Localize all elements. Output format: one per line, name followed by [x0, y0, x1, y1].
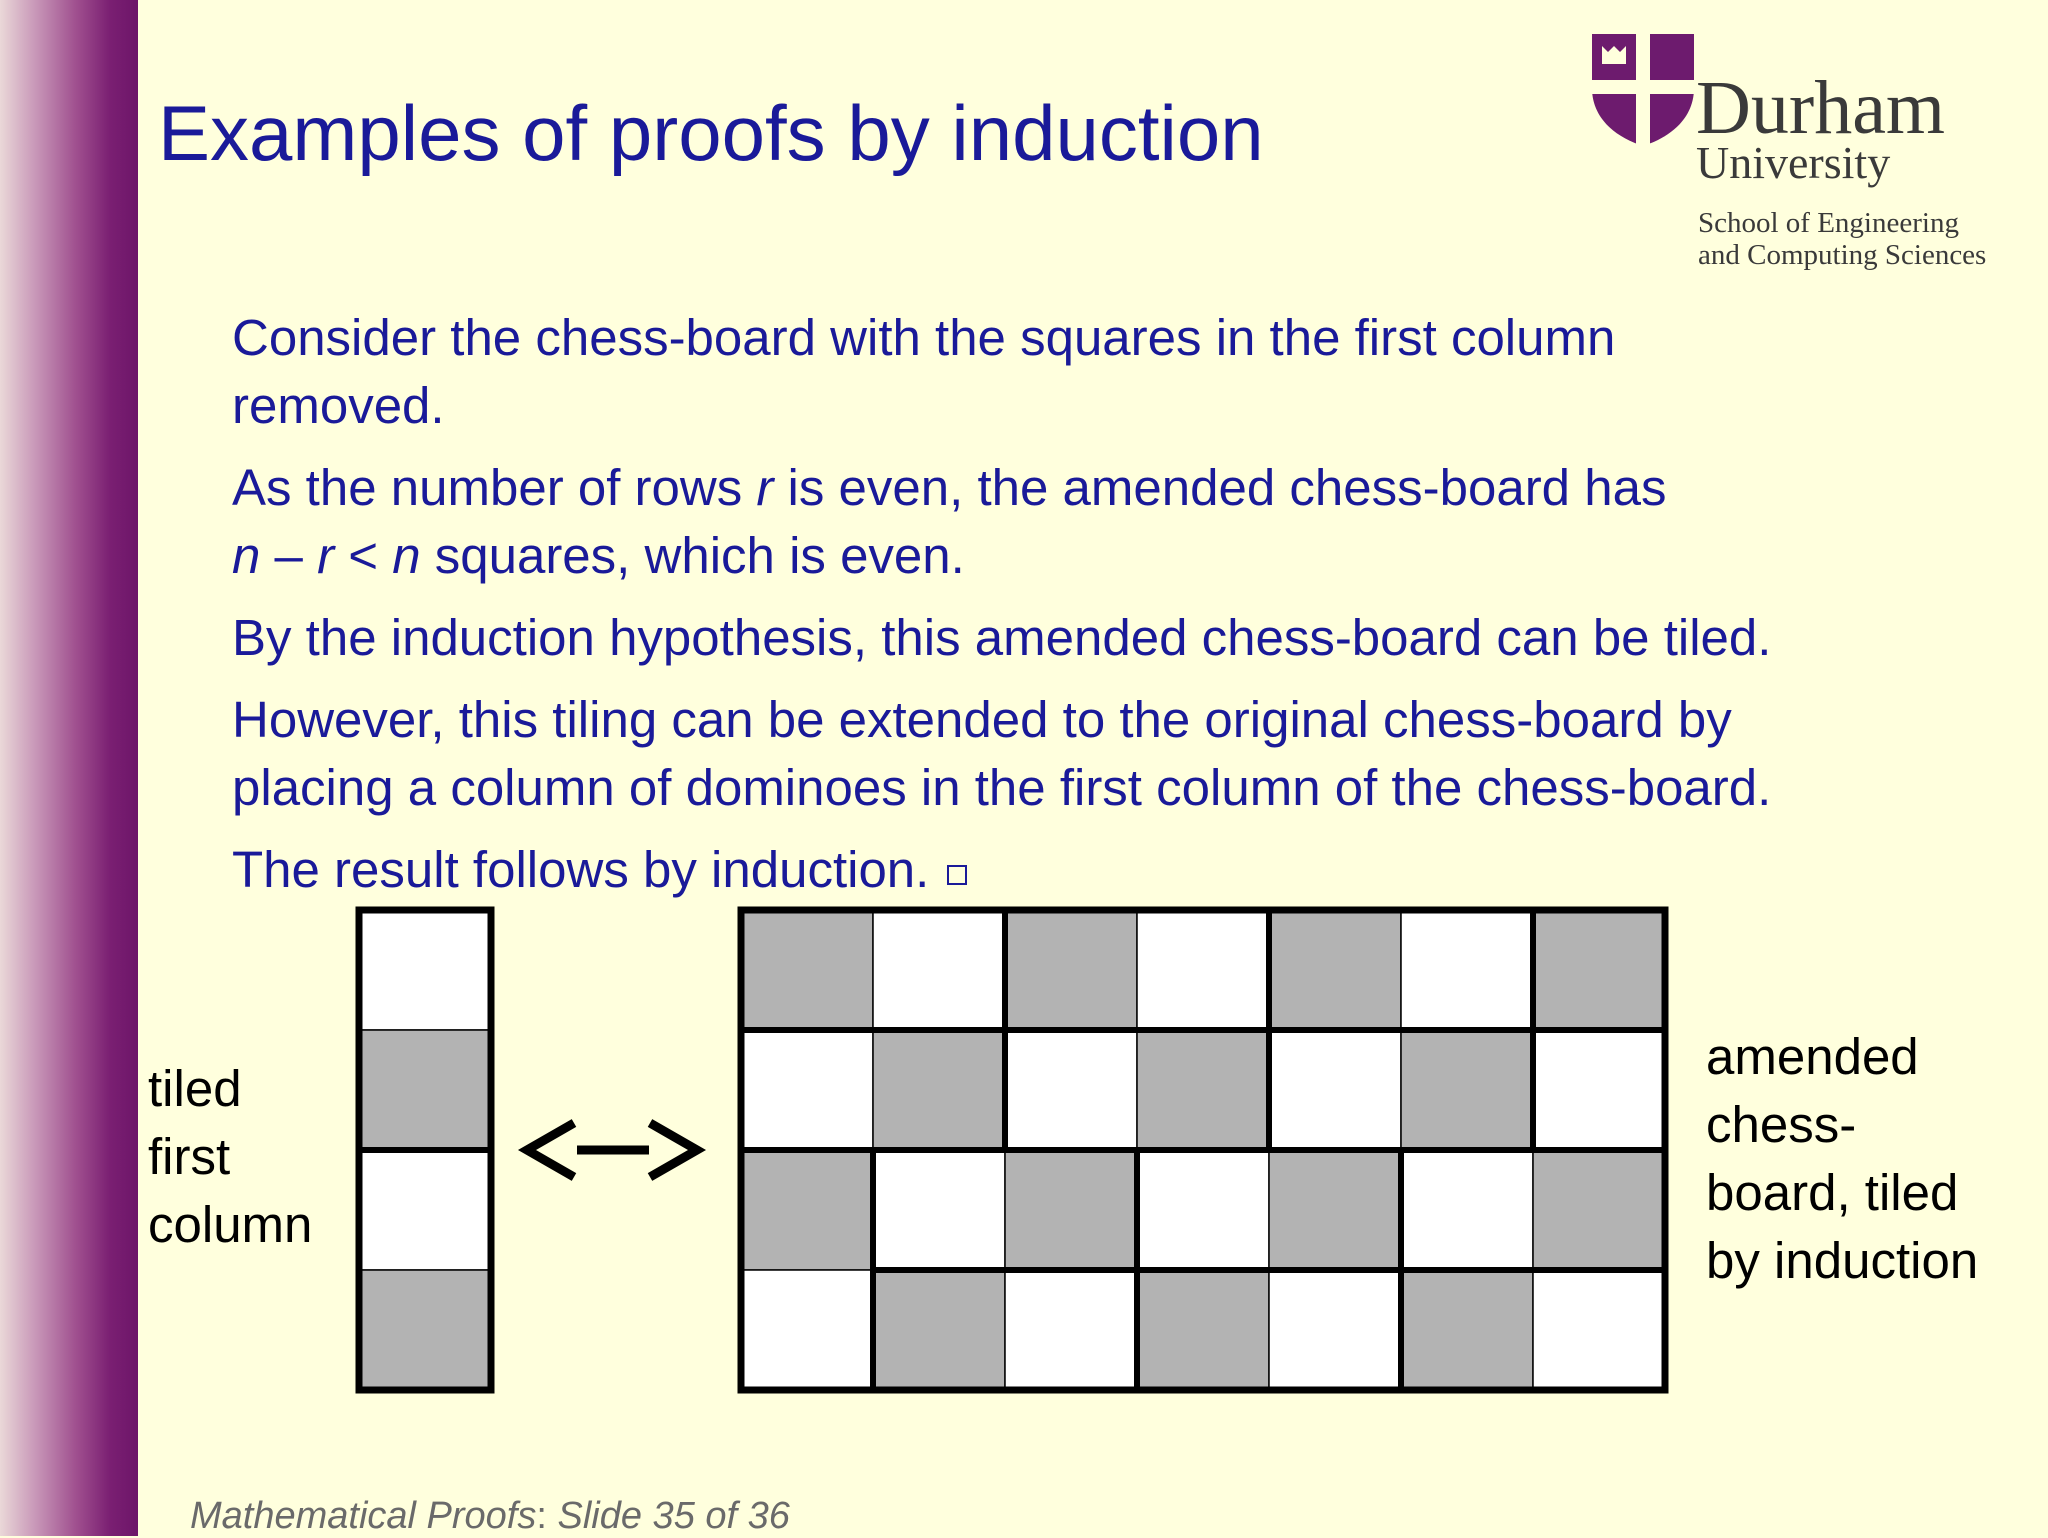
tiled-first-column: [359, 910, 491, 1390]
board-square: [1533, 1150, 1665, 1270]
school-line-2: and Computing Sciences: [1698, 239, 1987, 271]
school-line-1: School of Engineering: [1698, 207, 1959, 239]
slide-title: Examples of proofs by induction: [158, 89, 1264, 177]
board-square: [873, 1030, 1005, 1150]
board-square: [359, 1270, 491, 1390]
slide-footer: [190, 1495, 790, 1538]
paragraph-1: Consider the chess-board with the squares in the first column removed.: [232, 309, 1616, 434]
logo-subtitle: University: [1696, 137, 1891, 188]
board-square: [873, 910, 1005, 1030]
label-tiled-first-column: tiled first column: [148, 1060, 313, 1253]
board-square: [1401, 1270, 1533, 1390]
board-square: [873, 1150, 1005, 1270]
board-square: [1137, 910, 1269, 1030]
board-square: [1269, 1270, 1401, 1390]
board-square: [1533, 1270, 1665, 1390]
footer-title: Mathematical Proofs: [190, 1495, 537, 1537]
board-square: [1269, 1030, 1401, 1150]
board-square: [1533, 1030, 1665, 1150]
board-square: [1401, 910, 1533, 1030]
board-square: [741, 910, 873, 1030]
board-square: [1269, 910, 1401, 1030]
board-square: [741, 1030, 873, 1150]
board-square: [741, 1270, 873, 1390]
paragraph-4: However, this tiling can be extended to the original chess-board by placing a column of dominoes in the first column of the chess-board.: [232, 691, 1772, 816]
board-square: [1005, 1150, 1137, 1270]
board-square: [1137, 1150, 1269, 1270]
footer-slide-number: Slide 35 of 36: [557, 1495, 790, 1537]
label-amended-board: amended chess- board, tiled by induction: [1706, 1028, 1979, 1289]
board-square: [1005, 1270, 1137, 1390]
paragraph-3: By the induction hypothesis, this amended chess-board can be tiled.: [232, 609, 1772, 666]
board-square: [1137, 1270, 1269, 1390]
footer-separator: :: [536, 1495, 558, 1537]
paragraph-5: The result follows by induction.: [232, 836, 2032, 904]
board-square: [1137, 1030, 1269, 1150]
board-square: [1401, 1030, 1533, 1150]
logo-name: Durham: [1696, 66, 1946, 150]
amended-chess-board: [741, 910, 1665, 1390]
board-square: [359, 1150, 491, 1270]
board-square: [1005, 1030, 1137, 1150]
board-square: [741, 1150, 873, 1270]
board-square: [359, 910, 491, 1030]
board-square: [1533, 910, 1665, 1030]
paragraph-2: As the number of rows r is even, the amended chess-board has n – r < n squares, which is even.: [232, 459, 1667, 584]
board-square: [1269, 1150, 1401, 1270]
board-square: [1401, 1150, 1533, 1270]
board-square: [873, 1270, 1005, 1390]
board-square: [1005, 910, 1137, 1030]
board-square: [359, 1030, 491, 1150]
double-arrow-icon: [527, 1123, 697, 1177]
